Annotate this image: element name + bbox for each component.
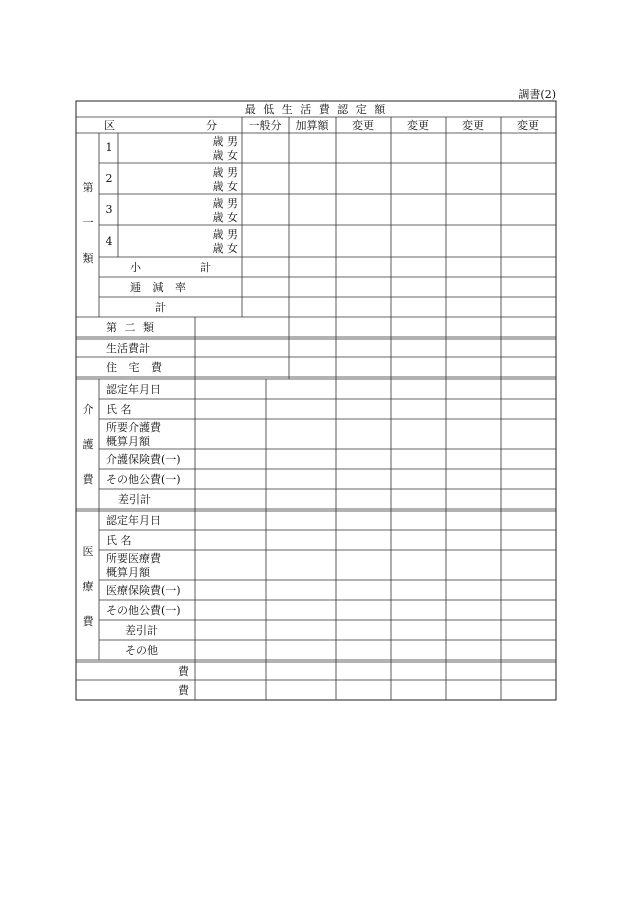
iryo-sonota-kohi-label: その他公費(一)	[106, 604, 181, 617]
age-female-label: 歳 女	[212, 242, 238, 255]
group-iryo-char-2: 療	[82, 580, 94, 593]
kaigo-shoyo-label: 所要介護費	[106, 421, 161, 434]
row-number: 4	[105, 235, 113, 248]
form-title: 最 低 生 活 費 認 定 額	[244, 103, 388, 116]
iryo-hoken-label: 医療保険費(一)	[106, 584, 181, 597]
age-female-label: 歳 女	[212, 149, 238, 162]
iryo-name-label: 氏 名	[106, 534, 132, 547]
header-col-henko-3: 変更	[462, 119, 484, 132]
iryo-sashihiki-label: 差引計	[125, 624, 158, 637]
kaigo-sonota-kohi-label: その他公費(一)	[106, 473, 181, 486]
group-kaigo-char-3: 費	[82, 473, 94, 486]
footer-hi-label-2: 費	[178, 684, 189, 697]
iryo-sonota-label: その他	[125, 644, 158, 657]
row-number: 2	[105, 172, 113, 185]
age-female-label: 歳 女	[212, 211, 238, 224]
age-male-label: 歳 男	[212, 166, 238, 179]
group-dai-ichi-char-2: 一	[82, 216, 94, 229]
group-kaigo-char-1: 介	[82, 403, 94, 416]
kaigo-name-label: 氏 名	[106, 403, 132, 416]
header-col-henko-4: 変更	[517, 119, 539, 132]
shokei-label-sho: 小	[130, 261, 141, 274]
teigen-ritsu-label: 逓 減 率	[130, 281, 190, 294]
age-male-label: 歳 男	[212, 228, 238, 241]
age-male-label: 歳 男	[212, 197, 238, 210]
iryo-shoyo-label: 所要医療費	[106, 552, 161, 565]
header-col-kasan: 加算額	[295, 119, 329, 132]
kaigo-gaisan-label: 概算月額	[106, 435, 150, 448]
header-col-henko-2: 変更	[407, 119, 429, 132]
dai-ni-rui-label: 第 二 類	[106, 321, 156, 334]
seikatsuhi-kei-label: 生活費計	[106, 342, 150, 355]
document-label: 調書(2)	[518, 88, 556, 101]
header-col-henko-1: 変更	[352, 119, 374, 132]
jutakuhi-label: 住 宅 費	[106, 361, 166, 374]
group-iryo-char-3: 費	[82, 615, 94, 628]
kaigo-sashihiki-label: 差引計	[118, 493, 151, 506]
iryo-nintei-date-label: 認定年月日	[106, 514, 161, 527]
group-dai-ichi-char-3: 類	[82, 252, 94, 265]
footer-hi-label-1: 費	[178, 665, 189, 678]
age-female-label: 歳 女	[212, 180, 238, 193]
group-iryo-char-1: 医	[82, 545, 94, 558]
shokei-label-kei: 計	[200, 261, 211, 274]
kaigo-hoken-label: 介護保険費(一)	[106, 453, 181, 466]
kei-label: 計	[155, 301, 166, 314]
row-number: 1	[105, 141, 113, 154]
iryo-gaisan-label: 概算月額	[106, 566, 150, 579]
group-dai-ichi-char-1: 第	[82, 181, 94, 194]
group-kaigo-char-2: 護	[82, 438, 94, 451]
row-number: 3	[105, 203, 113, 216]
header-kubun-bun: 分	[206, 119, 217, 132]
header-col-ippan: 一般分	[248, 119, 282, 132]
header-kubun-ku: 区	[104, 119, 115, 132]
age-male-label: 歳 男	[212, 135, 238, 148]
kaigo-nintei-date-label: 認定年月日	[106, 383, 161, 396]
